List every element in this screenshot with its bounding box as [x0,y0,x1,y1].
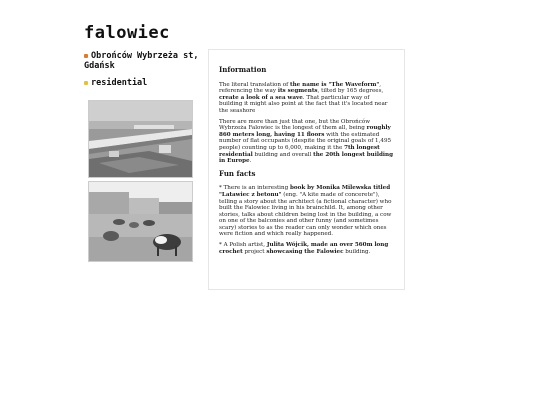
cows-photo-image [89,182,192,261]
aerial-photo[interactable] [88,100,193,178]
location-marker-icon [84,54,88,58]
info-p1-text-c: , referencing the way [219,81,382,95]
information-heading: Information [219,65,267,74]
info-p2-text-c: with the estimated number of flat occupants (despite the original goals of 1,495 people) counting up to 6,000, making it the [219,131,392,151]
aerial-photo-image [89,101,192,177]
info-p2-text-g: . [249,158,252,165]
fact1-bold-b: book by Monika Milewska titled "Latawiec z betonu" [219,185,391,198]
address-line [84,51,204,71]
building-type [84,78,147,88]
info-p1-text-a: The literal translation of [219,81,290,88]
fact2-bold-d: showcasing the Falowiec [266,248,344,255]
info-p2-text-a: There are more than just that one, but the Obrońców Wybrzeża Falowiec is the longest of them all, being [219,118,371,132]
address-text: Obrońców Wybrzeża st, Gdańsk [84,51,199,71]
info-p1-bold-d: its segments [277,88,318,95]
info-p1-text-e: , tilted by 165 degrees, [317,88,384,95]
fact2-text-e: building. [343,248,371,255]
fun-fact-1 [219,185,394,238]
fact1-text-a: * There is an interesting [219,185,290,192]
type-marker-icon [84,81,88,85]
info-p2-text-e: building and overall [252,151,314,158]
info-p2-bold-f: the 20th longest building in Europe [219,151,394,165]
type-text: residential [91,78,148,88]
info-paragraph-2 [219,119,394,165]
fact2-text-c: project [242,248,267,255]
fact2-bold-b: Julita Wójcik, made an over 560m long crochet [219,242,389,255]
info-panel [208,49,405,290]
info-p1-text-g: . That particular way of building it might also point at the fact that it's located near the seashore [219,94,388,114]
info-p2-bold-b: roughly 860 meters long, having 11 floors [219,125,391,138]
cows-photo[interactable] [88,181,193,262]
info-p1-bold-b: the name is "The Waveform" [290,81,380,88]
fact2-text-a: * A Polish artist, [219,242,267,249]
info-paragraph-1 [219,82,394,115]
fun-fact-2 [219,242,394,255]
page-title: falowiec [84,23,170,43]
fact1-text-c: (eng. "A kite made of concerete"), telling a story about the architect (a fictional character) who built the Falowiec living in his brainchild. It, among other stories, talks about children being lost in the building, a cow on one of the balconies and other funny (and sometimes scary) stories to as the reader can only wonder which ones were fiction and which really happened. [219,191,392,238]
info-p2-bold-d: 7th longest residential [219,144,380,158]
fun-facts-heading: Fun facts [219,168,256,178]
info-p1-bold-f: create a look of a sea wave [219,94,303,101]
